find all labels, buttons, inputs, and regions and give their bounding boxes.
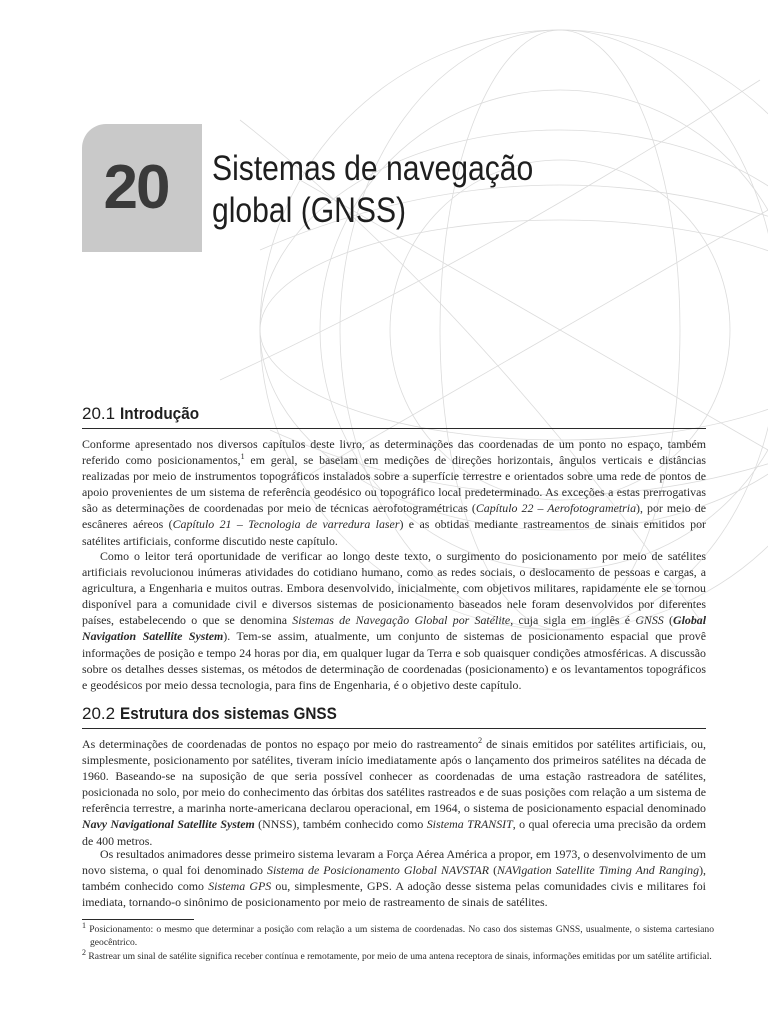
structure-paragraph-2: Os resultados animadores desse primeiro sistema levaram a Força Aérea América a propor, em 1973, o desenvolvimento de um novo sistema, o qual foi denominado Sistema de Posicionamento Global NAVSTAR (NAVigation Satellite Timing And Ranging), também conhecido como Sistema GPS ou, simplesmente, GPS. A adoção desse sistema pelas comunidades civis e militares foi imediata, tornando-o sinônimo de posicionamento por meio de rastreamento de sinais de satélites. [82, 847, 707, 910]
intro-paragraph-2: Como o leitor terá oportunidade de verificar ao longo deste texto, o surgimento do posicionamento por meio de satélites artificiais revolucionou inúmeras atividades do cotidiano humano, como as redes sociais, o deslocamento de pessoas e cargas, a agricultura, a Engenharia e muitos outras. Embora desenvolvido, inicialmente, com objetivos militares, rapidamente ele se tornou disponível para a comunidade civil e diversos sistemas de posicionamento baseados nele foram desenvolvidos por diferentes países, estabelecendo o que se denomina Sistemas de Navegação Global por Satélite, cuja sigla em inglês é GNSS (Global Navigation Satellite System). Tem-se assim, atualmente, um conjunto de sistemas de posicionamento espacial que provê informações de posição e tempo 24 horas por dia, em qualquer lugar da Terra e sob quaisquer condições atmosféricas. A discussão sobre os detalhes desses sistemas, os métodos de determinação de coordenadas (posicionamento) e os levantamentos topográficos e geodésicos por meio dessa tecnologia, para fins de Engenharia, é o objetivo deste capítulo. [82, 549, 707, 692]
structure-paragraph-1: As determinações de coordenadas de pontos no espaço por meio do rastreamento$^2$ de sinais emitidos por satélites artificiais, ou, simplesmente, posicionamento por satélites, tiveram início imediatamente após o lançamento dos primeiros satélites na década de 1960. Baseando-se na suposição de que seria possível conhecer as coordenadas de uma estação rastreadora de satélites, posicionada no solo, por meio do conhecimento das órbitas dos satélites rastreados e de suas posições com relação a um sistema de referência terrestre, a marinha norte-americana declarou operacional, em 1964, o sistema de posicionamento espacial denominado Navy Navigational Satellite System (NNSS), também conhecido como Sistema TRANSIT, o qual oferecia uma precisão da ordem de 400 metros. [82, 736, 706, 848]
section-heading-intro [82, 402, 706, 429]
chapter-number: 20 [103, 153, 169, 222]
chapter-title-line-1: Sistemas de navegação [212, 149, 534, 188]
chapter-title [212, 148, 573, 232]
footnote-1: $^1$ Posicionamento: o mesmo que determinar a posição com relação a um sistema de coordenadas. No caso dos sistemas GNSS, usualmente, o sistema cartesiano geocêntrico. [82, 920, 714, 949]
intro-paragraph-1: Conforme apresentado nos diversos capítulos deste livro, as determinações das coordenadas de um ponto no espaço, também referido como posicionamentos,$^1$ em geral, se baseiam em medições de direções horizontais, ângulos verticais e distâncias realizadas por meio de instrumentos topográficos instalados sobre a superfície terrestre e orientados sobre uma rede de pontos de apoio provenientes de um sistema de referência geodésico ou topográfico local predeterminado. As exceções a estas prerrogativas são as determinações de coordenadas por meio de técnicas aerofotogramétricas (Capítulo 22 – Aerofotogrametria), por meio de escâneres aéreos (Capítulo 21 – Tecnologia de varredura laser) e as obtidas mediante rastreamentos de sinais emitidos por satélites artificiais, conforme discutido neste capítulo. [82, 437, 706, 548]
section-title: Introdução [120, 404, 200, 423]
section-title: Estrutura dos sistemas GNSS [120, 704, 337, 723]
footnote-2: $^2$ Rastrear um sinal de satélite significa receber contínua e remotamente, por meio de uma antena receptora de sinais, informações emitidas por um satélite artificial. [82, 947, 712, 962]
footnote-divider [82, 919, 194, 920]
chapter-title-line-2: global (GNSS) [212, 191, 407, 230]
section-number: 20.1 [82, 404, 116, 423]
section-number: 20.2 [82, 704, 116, 723]
section-heading-structure [82, 702, 706, 729]
